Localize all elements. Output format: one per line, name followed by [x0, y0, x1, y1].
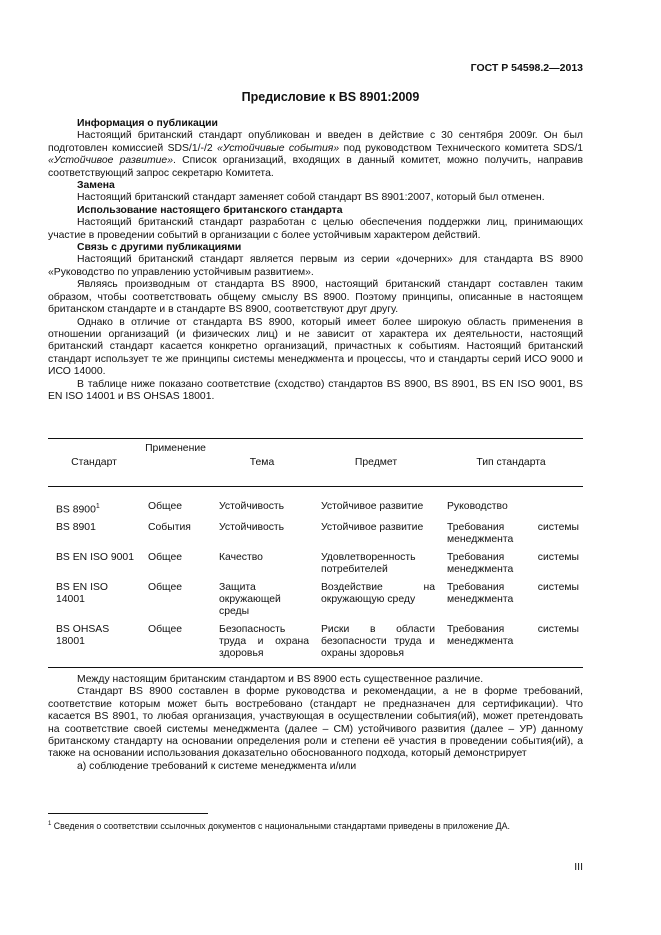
heading-publication-info: Информация о публикации: [77, 118, 218, 129]
cell-application: Общее: [140, 622, 211, 668]
footnote-ref: 1: [95, 503, 100, 510]
list-item-a: а) соблюдение требований к системе менеджмента и/или: [77, 760, 357, 772]
footnote-mark: 1: [48, 821, 52, 828]
col-header-type: Тип стандарта: [439, 439, 583, 487]
paragraph-links-2: Являясь производным от стандарта BS 8900, настоящий британский стандарт составлен таким образом, чтобы соответствовать общему смыслу BS 8900. Поэтому принципы, описанные в настоящем британском стандарте и в стандарте BS 8900, соответствуют друг другу.: [48, 279, 583, 316]
cell-standard: BS 8900$^1$: [56, 503, 100, 516]
cell-subject: Устойчивое развитие: [321, 522, 424, 534]
table-row: [48, 622, 583, 668]
table-row: [48, 487, 583, 521]
cell-theme: Безопасность труда и охрана здоровья: [211, 622, 313, 668]
col-header-application: Применение: [140, 439, 211, 487]
cell-type: Требования системы менеджмента: [447, 522, 579, 546]
cell-standard: BS 8901: [56, 522, 96, 534]
paragraph-replacement: Настоящий британский стандарт заменяет собой стандарт BS 8901:2007, который был отменен.: [77, 192, 545, 204]
standards-table: [48, 438, 583, 668]
footnote-text: Сведения о соответствии ссылочных документов с национальными стандартами приведены в приложение ДА.: [51, 821, 510, 831]
paragraph-publication: Настоящий британский стандарт опубликован и введен в действие с 30 сентября 2009г. Он был подготовлен комиссией SDS/1/-/2 «Устойчивые события» под руководством Технического комитета SDS/1 «Устойчивое развитие». Список организаций, входящих в данный комитет, можно получить, направив соответствующий запрос секретарю Комитета.: [48, 130, 583, 179]
cell-application: Общее: [148, 552, 183, 564]
paragraph-bs8900-form: Стандарт BS 8900 составлен в форме руководства и рекомендации, а не в форме требований, соответствие которым может быть востребовано (стандарт не предназначен для сертификации). Что касается BS 8901, то любая организация, участвующая в осуществлении события(ий), может претендовать на соответствие своей системы менеджмента (далее – СМ) устойчивого развития (далее – УР) данному британскому стандарту на основании определения роли и степени её участия в проведении события(ий), а также на основании использования доказательно обоснованного подхода, который демонстрирует: [48, 686, 583, 760]
cell-theme: Качество: [219, 552, 263, 564]
cell-application: Общее: [148, 582, 183, 594]
cell-type: Требования системы менеджмента: [447, 552, 579, 576]
cell-theme: Устойчивость: [219, 501, 285, 512]
cell-theme: Устойчивость: [219, 522, 285, 534]
cell-subject: Устойчивое развитие: [321, 501, 424, 512]
footnote-divider: [48, 813, 208, 814]
table-row: [48, 550, 583, 580]
standard-id: ГОСТ Р 54598.2—2013: [470, 62, 583, 74]
footnote: [48, 821, 510, 831]
cell-subject: Воздействие на окружающую среду: [321, 582, 435, 606]
preface-body: [48, 118, 583, 403]
cell-application: Общее: [148, 501, 183, 512]
heading-usage: Использование настоящего британского стандарта: [77, 204, 343, 216]
cell-subject: Риски в области безопасности труда и охраны здоровья: [313, 622, 439, 668]
page-number: III: [574, 861, 583, 873]
cell-type: Требования системы менеджмента: [447, 582, 579, 606]
col-header-theme: Тема: [211, 439, 313, 487]
cell-subject: Удовлетворенность потребителей: [321, 552, 416, 576]
cell-type: Руководство: [447, 501, 508, 512]
cell-application: События: [148, 522, 191, 534]
after-table-text: [48, 674, 583, 773]
paragraph-usage: Настоящий британский стандарт разработан с целью обеспечения поддержки лиц, принимающих участие в проведении событий в организации с более устойчивым характером действий.: [48, 217, 583, 241]
page-title: Предисловие к BS 8901:2009: [241, 90, 420, 104]
col-header-subject: Предмет: [313, 439, 439, 487]
table-header-row: [48, 439, 583, 487]
col-header-standard: Стандарт: [48, 439, 140, 487]
cell-theme: Защита окружающей среды: [219, 582, 281, 618]
paragraph-difference: Между настоящим британским стандартом и BS 8900 есть существенное различие.: [77, 674, 484, 685]
cell-standard: BS OHSAS 18001: [48, 622, 140, 668]
heading-links: Связь с другими публикациями: [77, 242, 242, 254]
table-row: [48, 520, 583, 550]
table-row: [48, 580, 583, 622]
paragraph-links-4: В таблице ниже показано соответствие (сходство) стандартов BS 8900, BS 8901, BS EN ISO 9001, BS EN ISO 14001 и BS OHSAS 18001.: [48, 378, 583, 402]
paragraph-links-3: Однако в отличие от стандарта BS 8900, который имеет более широкую область применения в отношении организаций (и физических лиц) и не зависит от характера их деятельности, настоящий британский стандарт касается конкретно организаций, причастных к событиям. Настоящий британский стандарт использует те же принципы системы менеджмента и процессы, что и стандарты серий ИСО 9000 и ИСО 14000.: [48, 316, 583, 378]
cell-type: Требования системы менеджмента: [439, 622, 583, 668]
cell-standard: BS EN ISO 9001: [56, 552, 134, 564]
paragraph-links-1: Настоящий британский стандарт является первым из серии «дочерних» для стандарта BS 8900 «Руководство по управлению устойчивым развитием».: [48, 254, 583, 278]
cell-standard: BS EN ISO 14001: [56, 582, 108, 606]
heading-replacement: Замена: [77, 180, 115, 192]
